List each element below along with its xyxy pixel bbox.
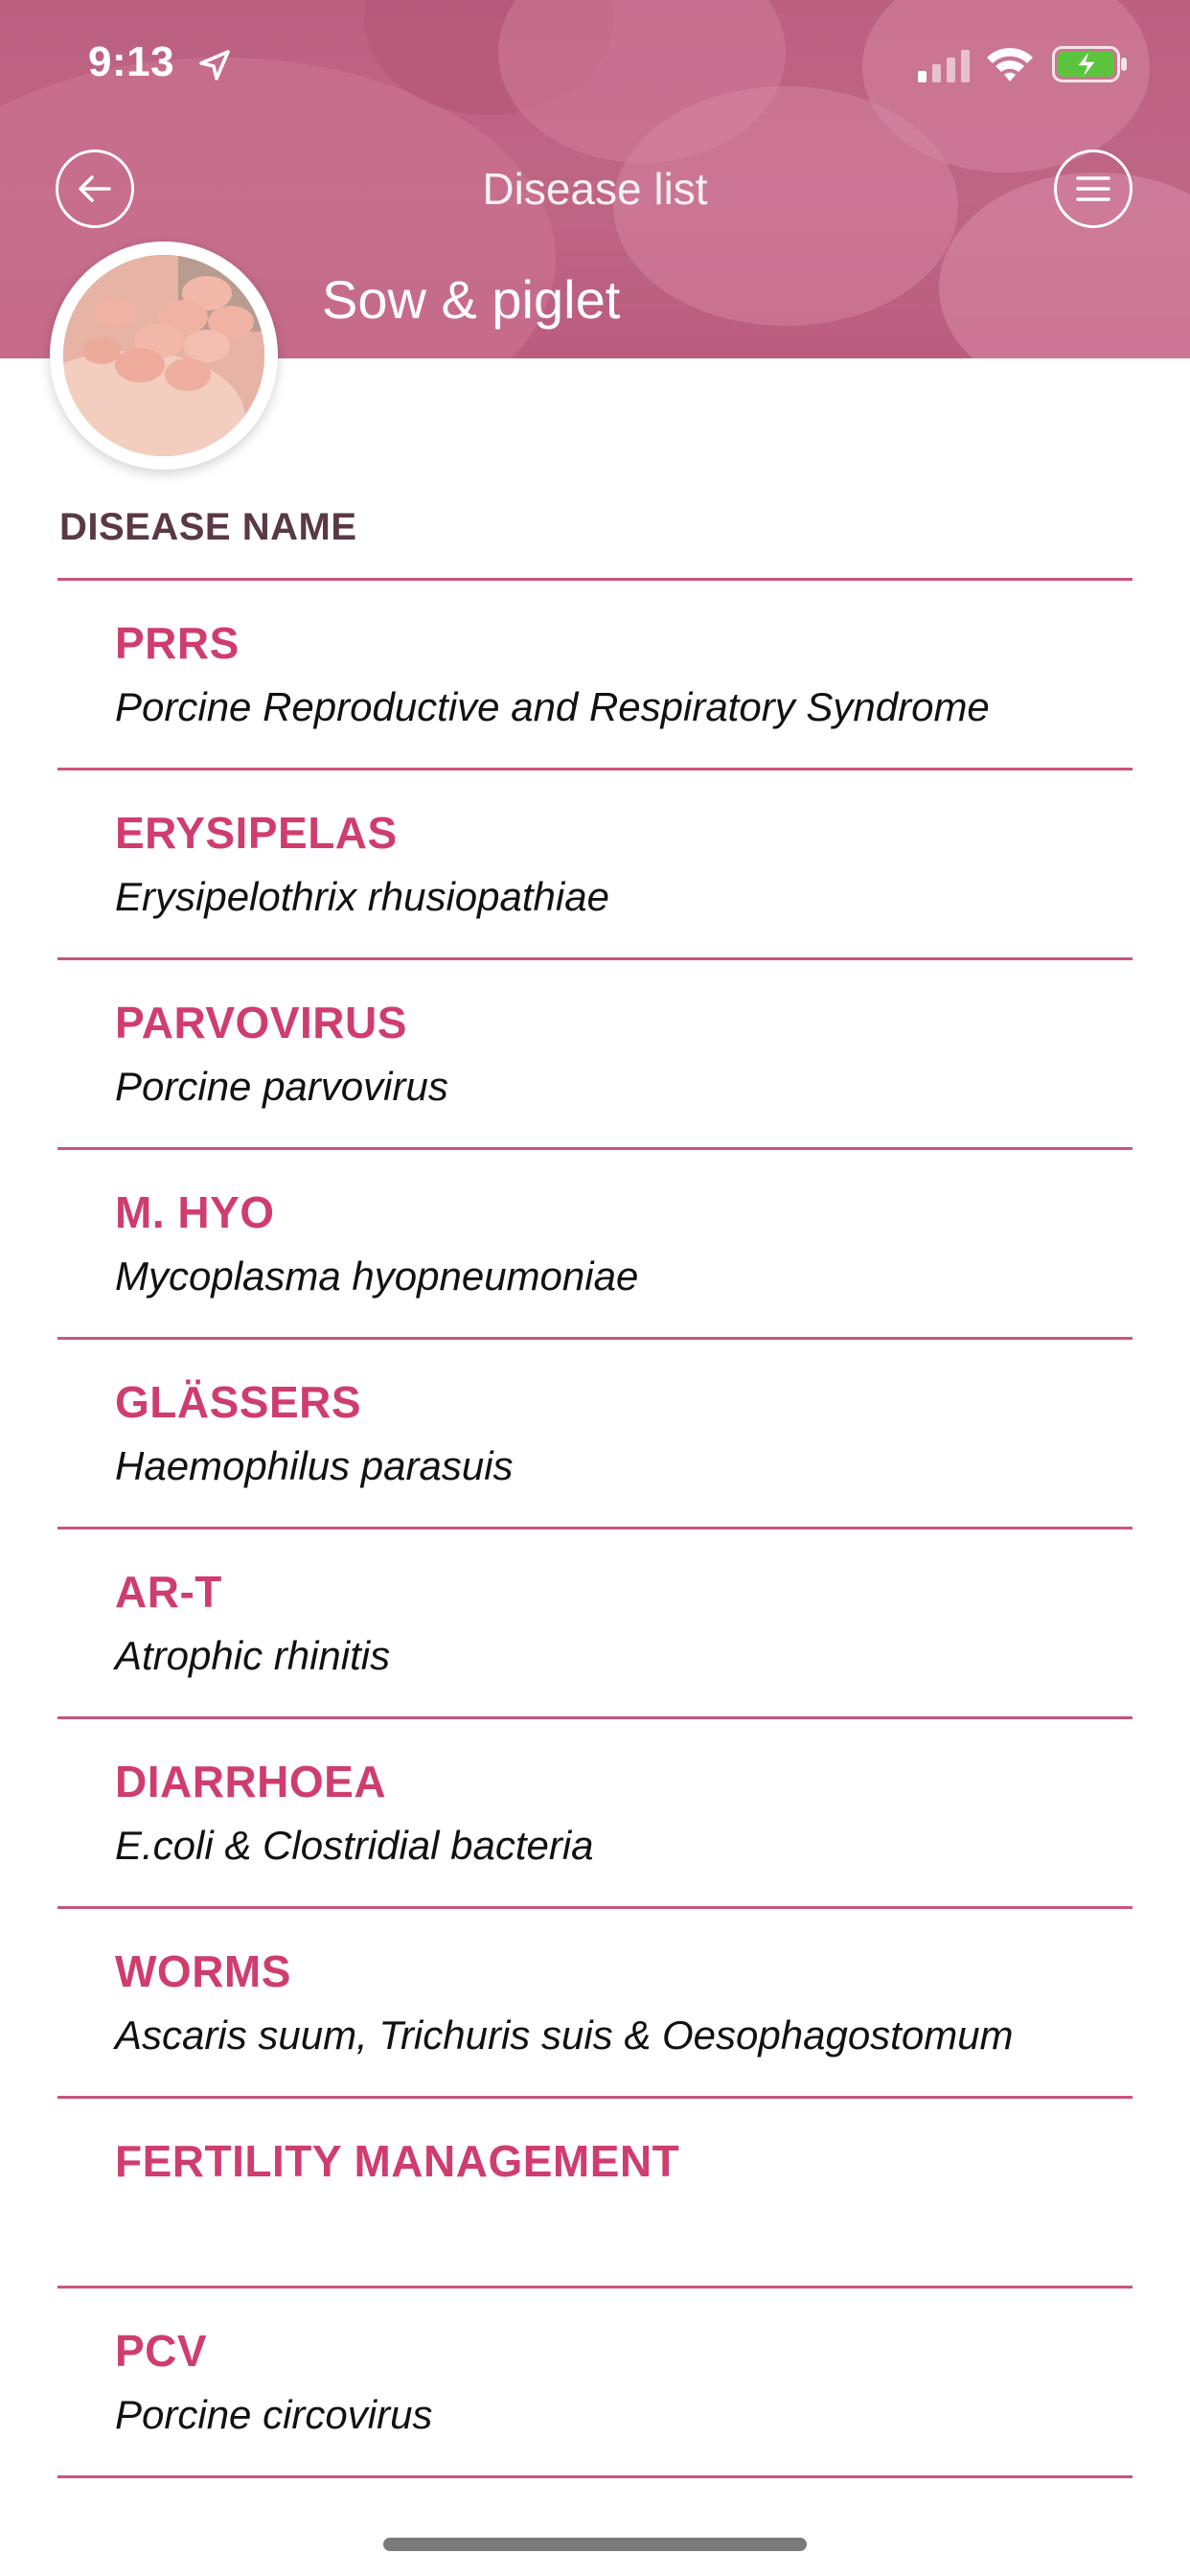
wifi-icon bbox=[985, 44, 1035, 82]
disease-name: DIARRHOEA bbox=[115, 1757, 387, 1806]
disease-description: Mycoplasma hyopneumoniae bbox=[115, 1254, 639, 1299]
list-header: DISEASE NAME bbox=[59, 506, 357, 548]
disease-item-pcv[interactable] bbox=[57, 2288, 1133, 2478]
disease-item-parvovirus[interactable] bbox=[57, 960, 1133, 1150]
disease-description: E.coli & Clostridial bacteria bbox=[115, 1823, 594, 1868]
status-time: 9:13 bbox=[88, 38, 175, 85]
disease-item-erysipelas[interactable] bbox=[57, 770, 1133, 960]
hamburger-menu-icon bbox=[1072, 170, 1114, 208]
disease-name: PARVOVIRUS bbox=[115, 998, 407, 1047]
disease-item-diarrhoea[interactable] bbox=[57, 1719, 1133, 1909]
disease-list bbox=[57, 581, 1133, 2478]
disease-item-m-hyo[interactable] bbox=[57, 1150, 1133, 1340]
disease-description: Ascaris suum, Trichuris suis & Oesophagostomum bbox=[115, 2012, 1014, 2058]
species-title: Sow & piglet bbox=[322, 269, 621, 330]
sow-piglet-photo bbox=[63, 255, 264, 456]
disease-item-fertility-management[interactable] bbox=[57, 2099, 1133, 2288]
disease-name: ERYSIPELAS bbox=[115, 808, 398, 858]
disease-item-worms[interactable] bbox=[57, 1909, 1133, 2099]
disease-description: Atrophic rhinitis bbox=[115, 1633, 391, 1678]
disease-name: GLÄSSERS bbox=[115, 1377, 362, 1427]
disease-description: Porcine parvovirus bbox=[115, 1064, 448, 1109]
disease-name: M. HYO bbox=[115, 1187, 275, 1237]
disease-name: PRRS bbox=[115, 618, 240, 668]
disease-name: FERTILITY MANAGEMENT bbox=[115, 2136, 680, 2186]
disease-name: AR-T bbox=[115, 1567, 222, 1617]
location-arrow-icon bbox=[195, 46, 234, 84]
species-avatar bbox=[50, 242, 278, 470]
disease-name: WORMS bbox=[115, 1946, 291, 1996]
disease-name: PCV bbox=[115, 2326, 208, 2376]
cellular-signal-icon bbox=[918, 50, 970, 82]
home-indicator[interactable] bbox=[383, 2538, 807, 2551]
battery-charging-icon bbox=[1052, 46, 1129, 82]
disease-description: Porcine Reproductive and Respiratory Syndrome bbox=[115, 684, 990, 729]
disease-description: Porcine circovirus bbox=[115, 2392, 433, 2437]
disease-description: Haemophilus parasuis bbox=[115, 1443, 514, 1488]
piglets-illustration bbox=[63, 255, 264, 456]
disease-item-ar-t[interactable] bbox=[57, 1530, 1133, 1719]
menu-button[interactable] bbox=[1054, 150, 1133, 228]
disease-description: Erysipelothrix rhusiopathiae bbox=[115, 874, 609, 919]
disease-item-glassers[interactable] bbox=[57, 1340, 1133, 1530]
nav-title: Disease list bbox=[482, 164, 708, 214]
disease-item-prrs[interactable] bbox=[57, 581, 1133, 770]
